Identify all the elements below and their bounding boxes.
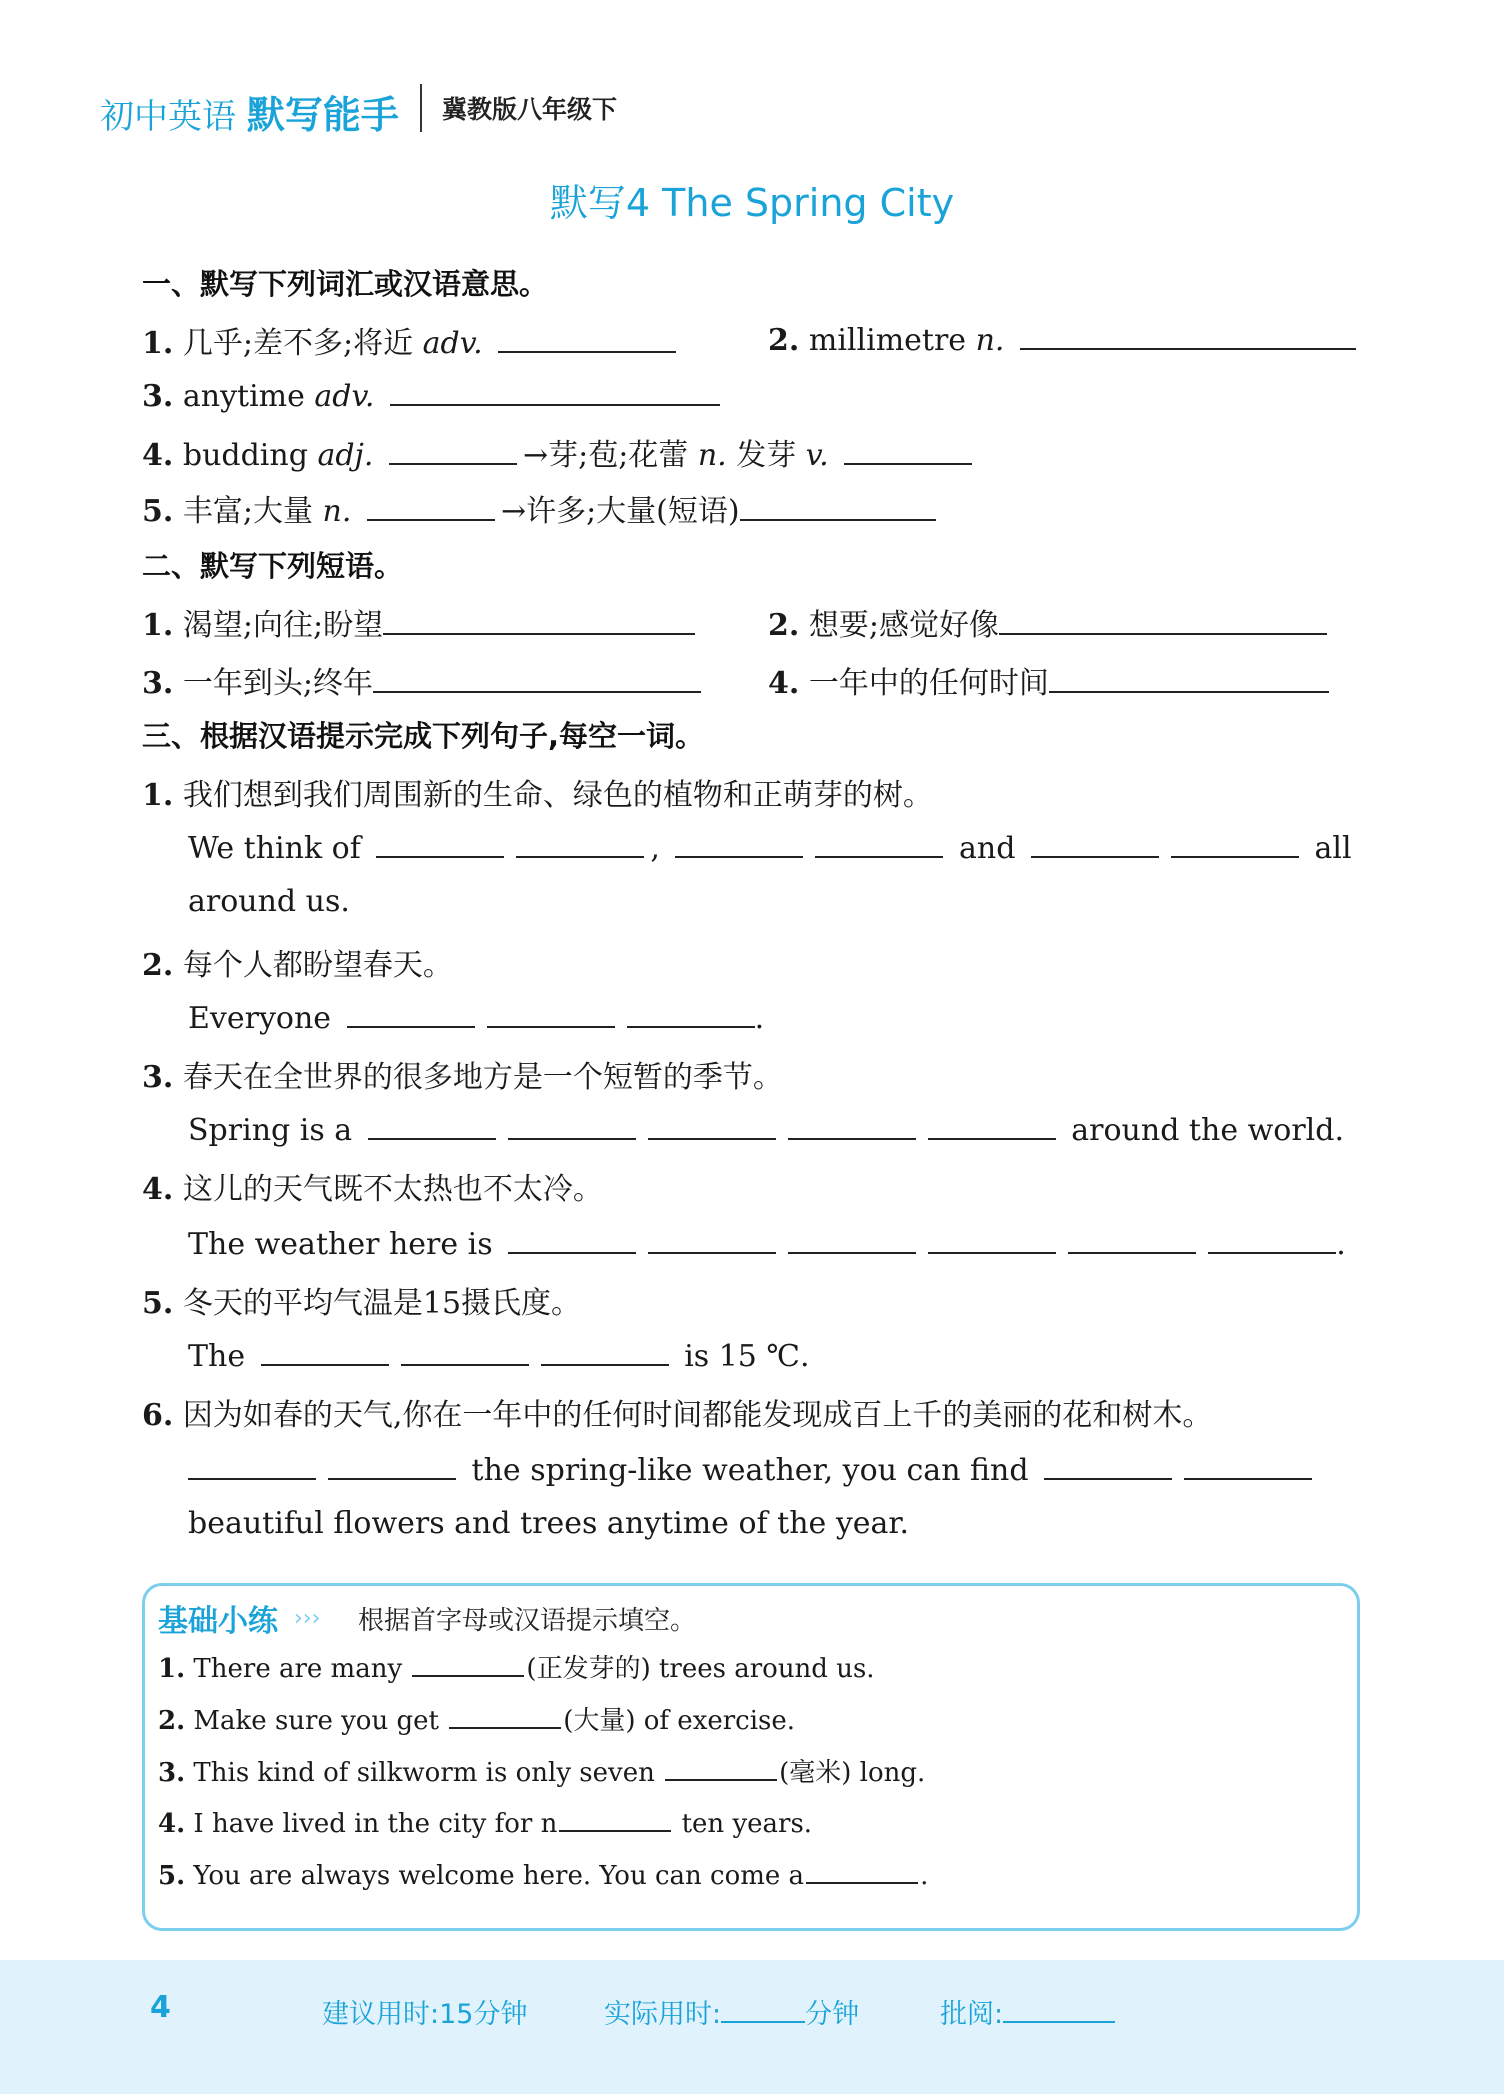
answer-blank[interactable]: [788, 1222, 916, 1254]
page-title: 默写4 The Spring City: [549, 181, 955, 225]
answer-blank[interactable]: [1044, 1448, 1172, 1480]
practice-item-4: 4. I have lived in the city for n ten years.: [158, 1804, 812, 1839]
s3-item-3-cn: 3. 春天在全世界的很多地方是一个短暂的季节。: [142, 1060, 783, 1095]
answer-blank[interactable]: [508, 1222, 636, 1254]
actual-time: 实际用时: 分钟: [604, 1992, 859, 2031]
answer-blank[interactable]: [487, 996, 615, 1028]
answer-blank[interactable]: [806, 1856, 918, 1884]
answer-blank[interactable]: [740, 489, 936, 521]
section1-heading: 一、默写下列词汇或汉语意思。: [142, 267, 549, 301]
answer-blank[interactable]: [648, 1108, 776, 1140]
review-blank[interactable]: [1003, 1995, 1115, 2023]
answer-blank[interactable]: [1184, 1448, 1312, 1480]
s3-item-1-en: We think of , and all: [188, 826, 1352, 866]
answer-blank[interactable]: [675, 826, 803, 858]
answer-blank[interactable]: [815, 826, 943, 858]
s3-item-3-en: Spring is a around the world.: [188, 1108, 1344, 1148]
answer-blank[interactable]: [665, 1753, 777, 1781]
answer-blank[interactable]: [516, 826, 644, 858]
s3-item-6-en-cont: beautiful flowers and trees anytime of the year.: [188, 1506, 910, 1541]
answer-blank[interactable]: [261, 1334, 389, 1366]
practice-instruction: 根据首字母或汉语提示填空。: [358, 1606, 697, 1636]
answer-blank[interactable]: [928, 1222, 1056, 1254]
practice-item-1: 1. There are many (正发芽的) trees around us.: [158, 1648, 875, 1685]
answer-blank[interactable]: [844, 433, 972, 465]
s3-item-6-en: the spring-like weather, you can find: [188, 1448, 1318, 1488]
answer-blank[interactable]: [412, 1649, 524, 1677]
answer-blank[interactable]: [401, 1334, 529, 1366]
s3-item-5-cn: 5. 冬天的平均气温是15摄氏度。: [142, 1286, 582, 1321]
s1-item-3: 3. anytime adv.: [142, 374, 726, 414]
answer-blank[interactable]: [383, 603, 695, 635]
answer-blank[interactable]: [627, 996, 755, 1028]
practice-item-2: 2. Make sure you get (大量) of exercise.: [158, 1700, 795, 1737]
header-divider: [420, 84, 422, 132]
answer-blank[interactable]: [367, 489, 495, 521]
answer-blank[interactable]: [1208, 1222, 1336, 1254]
s3-item-1-cn: 1. 我们想到我们周围新的生命、绿色的植物和正萌芽的树。: [142, 778, 933, 813]
answer-blank[interactable]: [1068, 1222, 1196, 1254]
answer-blank[interactable]: [999, 603, 1327, 635]
answer-blank[interactable]: [1049, 661, 1329, 693]
answer-blank[interactable]: [788, 1108, 916, 1140]
s1-item-1: 1. 几乎;差不多;将近 adv.: [142, 318, 682, 362]
s2-item-1: 1. 渴望;向往;盼望: [142, 600, 701, 644]
section2-heading: 二、默写下列短语。: [142, 549, 404, 583]
answer-blank[interactable]: [373, 661, 701, 693]
practice-item-3: 3. This kind of silkworm is only seven (毫米) long.: [158, 1752, 925, 1789]
answer-blank[interactable]: [347, 996, 475, 1028]
s3-item-5-en: The is 15 ℃.: [188, 1334, 810, 1374]
s2-item-4: 4. 一年中的任何时间: [768, 658, 1335, 702]
s3-item-4-cn: 4. 这儿的天气既不太热也不太冷。: [142, 1172, 603, 1207]
s2-item-3: 3. 一年到头;终年: [142, 658, 707, 702]
answer-blank[interactable]: [498, 321, 676, 353]
edition-label: 冀教版八年级下: [442, 95, 618, 124]
s3-item-1-en-cont: around us.: [188, 884, 350, 919]
s3-item-2-cn: 2. 每个人都盼望春天。: [142, 948, 453, 983]
answer-blank[interactable]: [928, 1108, 1056, 1140]
answer-blank[interactable]: [449, 1701, 561, 1729]
actual-time-blank[interactable]: [721, 1995, 805, 2023]
s2-item-2: 2. 想要;感觉好像: [768, 600, 1333, 644]
answer-blank[interactable]: [188, 1448, 316, 1480]
chevrons-icon: ›››: [294, 1606, 321, 1631]
practice-item-5: 5. You are always welcome here. You can come a .: [158, 1856, 928, 1891]
answer-blank[interactable]: [648, 1222, 776, 1254]
s3-item-2-en: Everyone .: [188, 996, 764, 1036]
s1-item-4: 4. budding adj. →芽;苞;花蕾 n. 发芽 v.: [142, 430, 978, 474]
page-number: 4: [150, 1990, 171, 2025]
answer-blank[interactable]: [1031, 826, 1159, 858]
series-prefix: 初中英语: [100, 97, 236, 137]
section3-heading: 三、根据汉语提示完成下列句子,每空一词。: [142, 719, 705, 753]
review: 批阅:: [940, 1992, 1115, 2031]
answer-blank[interactable]: [328, 1448, 456, 1480]
practice-title: 基础小练: [158, 1604, 278, 1639]
answer-blank[interactable]: [541, 1334, 669, 1366]
answer-blank[interactable]: [390, 374, 720, 406]
answer-blank[interactable]: [368, 1108, 496, 1140]
answer-blank[interactable]: [508, 1108, 636, 1140]
suggested-time: 建议用时:15分钟: [322, 1999, 528, 2030]
series-name: 默写能手: [246, 93, 399, 137]
s3-item-6-cn: 6. 因为如春的天气,你在一年中的任何时间都能发现成百上千的美丽的花和树木。: [142, 1398, 1213, 1433]
s1-item-2: 2. millimetre n.: [768, 318, 1362, 358]
s3-item-4-en: The weather here is .: [188, 1222, 1346, 1262]
series-title: [100, 84, 399, 139]
answer-blank[interactable]: [1020, 318, 1356, 350]
answer-blank[interactable]: [376, 826, 504, 858]
answer-blank[interactable]: [1171, 826, 1299, 858]
s1-item-5: 5. 丰富;大量 n. →许多;大量(短语): [142, 486, 942, 530]
answer-blank[interactable]: [389, 433, 517, 465]
answer-blank[interactable]: [559, 1804, 671, 1832]
